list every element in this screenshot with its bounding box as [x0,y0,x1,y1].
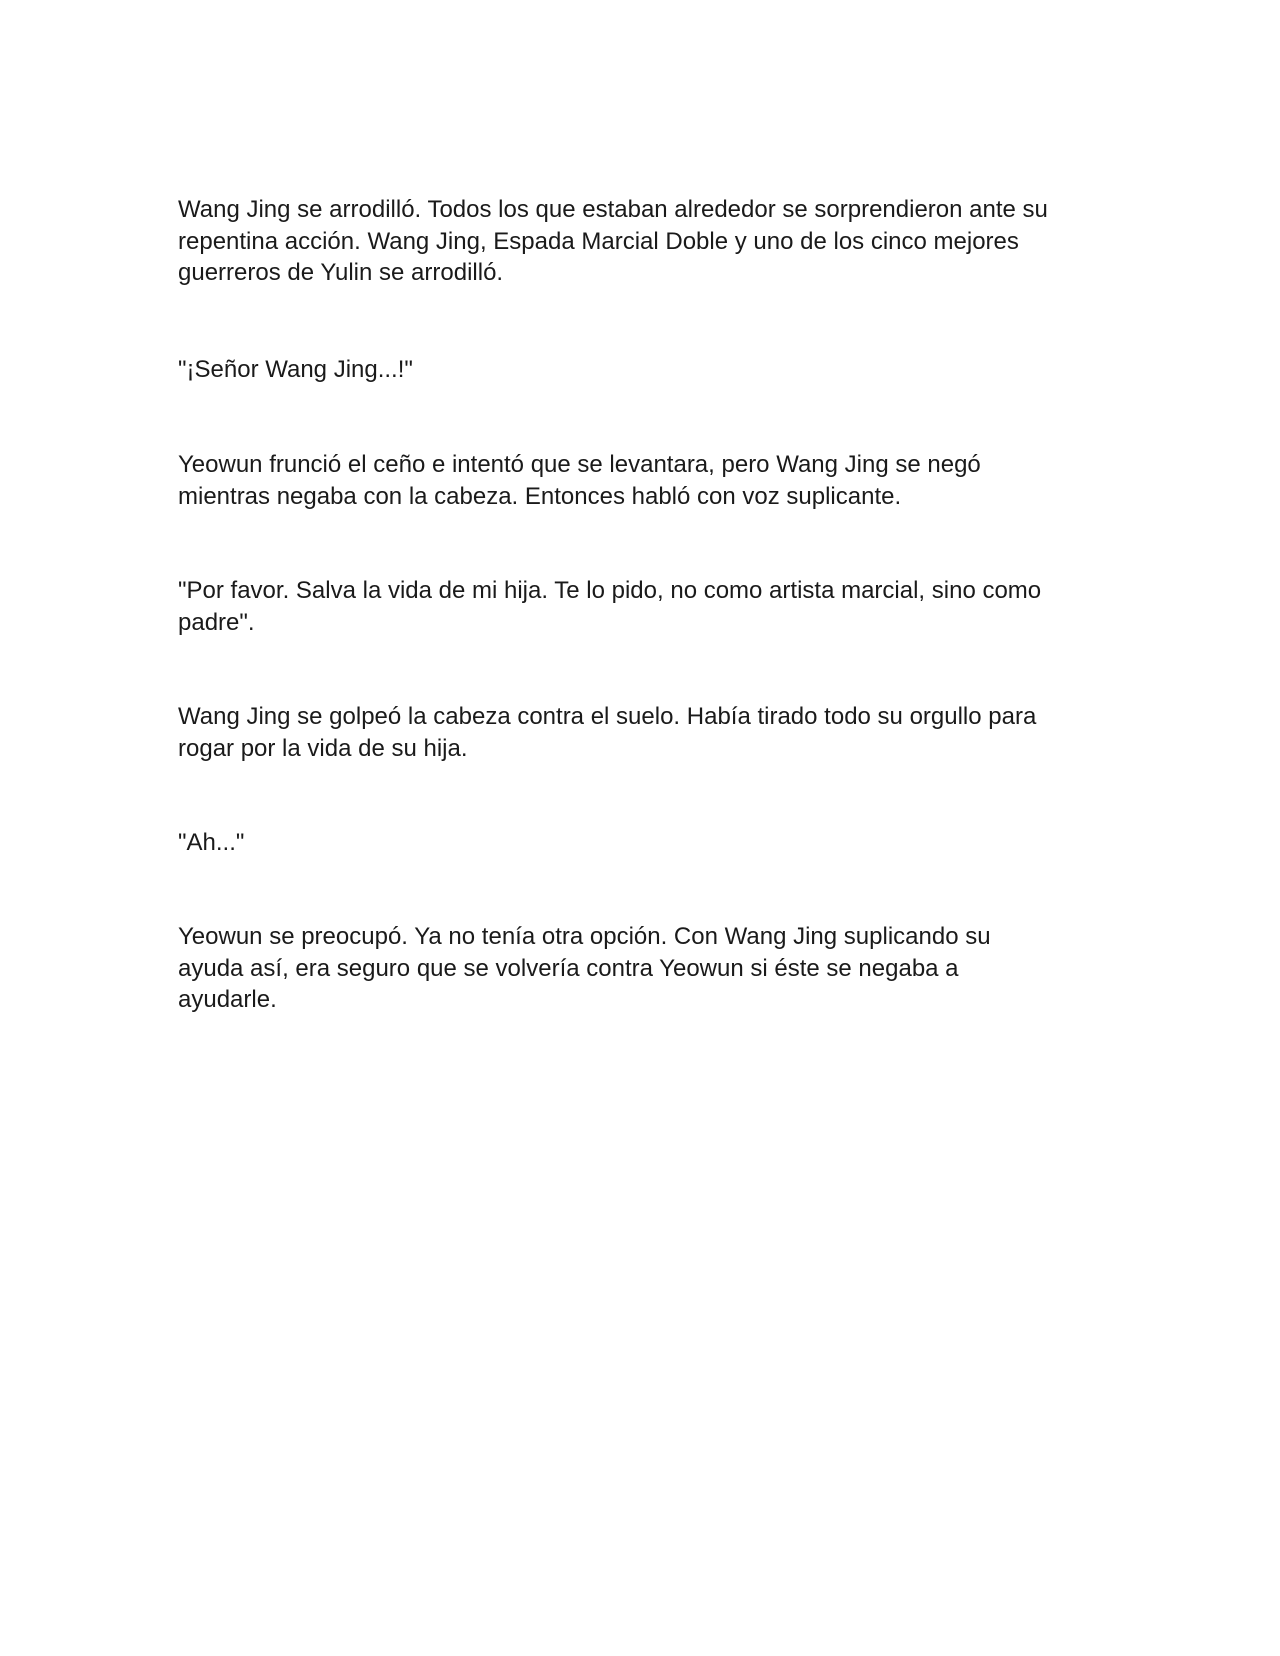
paragraph-4: "Por favor. Salva la vida de mi hija. Te lo pido, no como artista marcial, sino como padre". [178,577,1042,636]
paragraph-5: Wang Jing se golpeó la cabeza contra el suelo. Había tirado todo su orgullo para rogar por la vida de su hija. [178,703,1037,762]
paragraph-3: Yeowun frunció el ceño e intentó que se levantara, pero Wang Jing se negó mientras negaba con la cabeza. Entonces habló con voz suplicante. [178,451,981,510]
paragraph-6: "Ah..." [178,829,245,856]
paragraph-2: "¡Señor Wang Jing...!" [178,356,413,383]
paragraph-1: Wang Jing se arrodilló. Todos los que estaban alrededor se sorprendieron ante su repentina acción. Wang Jing, Espada Marcial Doble y uno de los cinco mejores guerreros de Yulin se arrodilló. [178,196,1048,286]
paragraph-7: Yeowun se preocupó. Ya no tenía otra opción. Con Wang Jing suplicando su ayuda así, era seguro que se volvería contra Yeowun si éste se negaba a ayudarle. [178,923,991,1013]
